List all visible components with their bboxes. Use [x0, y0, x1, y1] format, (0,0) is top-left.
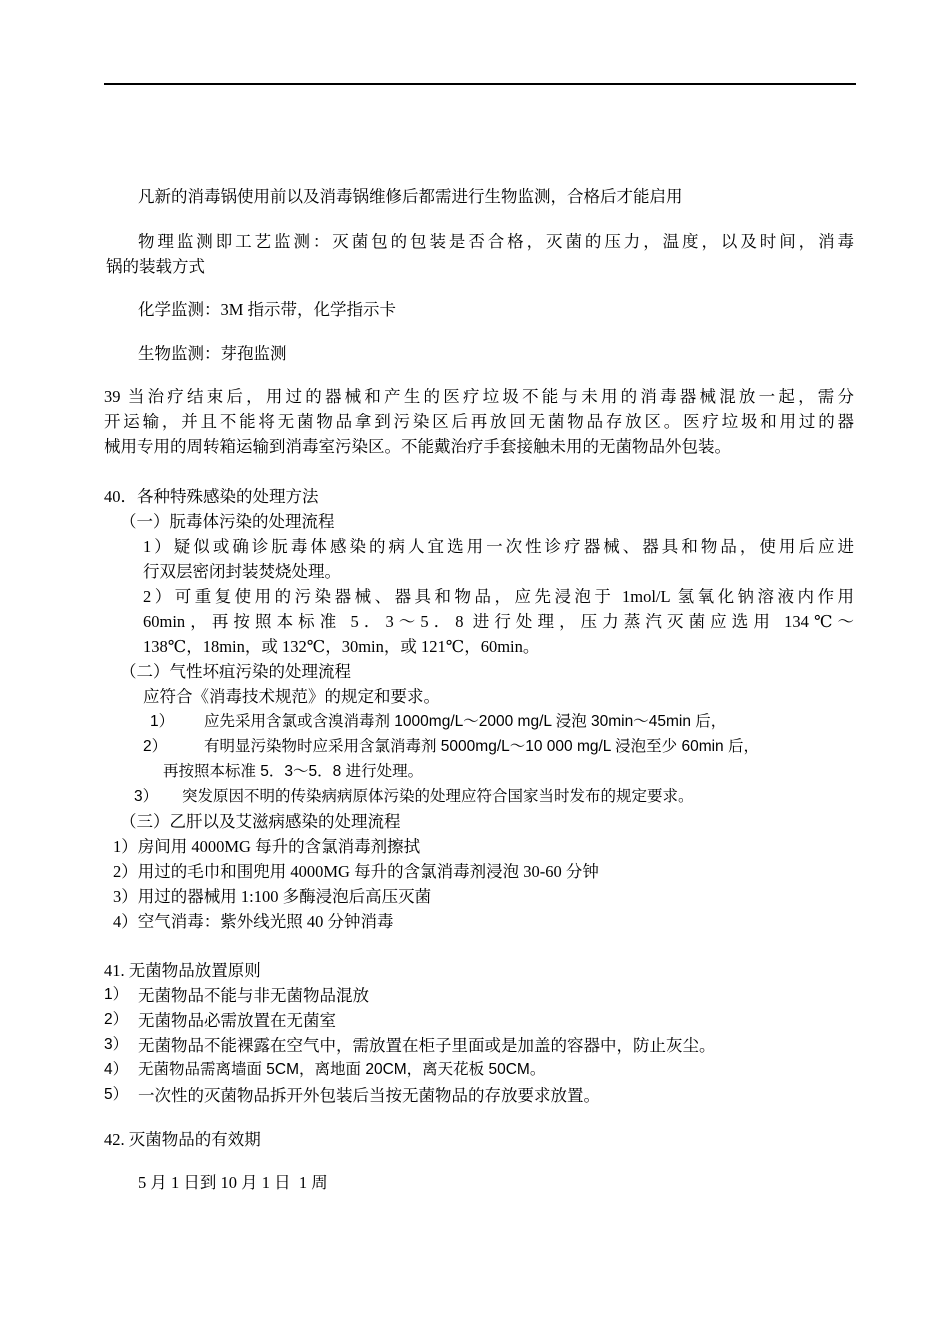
item40-section1-title: （一）朊毒体污染的处理流程 — [120, 512, 335, 531]
paragraph-new-sterilizer: 凡新的消毒锅使用前以及消毒锅维修后都需进行生物监测，合格后才能启用 — [138, 187, 683, 206]
item42-heading: 42. 灭菌物品的有效期 — [104, 1130, 261, 1149]
item40-section1-item2-line1: 2）可重复使用的污染器械、器具和物品，应先浸泡于 1mol/L 氢氧化钠溶液内作用 — [143, 587, 854, 606]
item40-section2-item3-number: 3） — [134, 788, 159, 805]
item40-section2-item2-number: 2） — [143, 738, 168, 755]
item40-section2-item1-text: 应先采用含氯或含溴消毒剂 1000mg/L～2000 mg/L 浸泡 30min～45min 后， — [204, 713, 727, 730]
item40-section2-item3-text: 突发原因不明的传染病病原体污染的处理应符合国家当时发布的规定要求。 — [182, 788, 694, 805]
item40-section2-item1-number: 1） — [150, 713, 175, 730]
item41-item-number: 3） — [104, 1036, 129, 1053]
paragraph-biological-monitoring: 生物监测：芽孢监测 — [138, 344, 287, 363]
item40-section2-title: （二）气性坏疽污染的处理流程 — [120, 662, 351, 681]
item42-validity-period: 5 月 1 日到 10 月 1 日 1 周 — [138, 1173, 328, 1192]
item40-section1-item1-line2: 行双层密闭封装焚烧处理。 — [143, 562, 341, 581]
item41-item-text: 无菌物品必需放置在无菌室 — [138, 1011, 336, 1030]
item41-item-number: 4） — [104, 1061, 129, 1078]
item39-line1: 39 当治疗结束后，用过的器械和产生的医疗垃圾不能与未用的消毒器械混放一起，需分 — [104, 387, 854, 406]
paragraph-physical-monitoring-line1: 物理监测即工艺监测：灭菌包的包装是否合格，灭菌的压力，温度，以及时间，消毒 — [138, 232, 854, 251]
item40-section3-title: （三）乙肝以及艾滋病感染的处理流程 — [120, 812, 401, 831]
item40-section2-intro: 应符合《消毒技术规范》的规定和要求。 — [143, 687, 440, 706]
item40-section2-item2-line2: 再按照本标准 5．3～5．8 进行处理。 — [163, 763, 424, 780]
item40-section3-item: 2）用过的毛巾和围兜用 4000MG 每升的含氯消毒剂浸泡 30-60 分钟 — [113, 862, 599, 881]
paragraph-physical-monitoring-line2: 锅的装载方式 — [106, 257, 205, 276]
item40-section3-item: 4）空气消毒：紫外线光照 40 分钟消毒 — [113, 912, 394, 931]
item41-item-text: 无菌物品需离墙面 5CM，离地面 20CM，离天花板 50CM。 — [138, 1061, 546, 1078]
item41-item-number: 5） — [104, 1086, 129, 1103]
item40-section2-item2-text: 有明显污染物时应采用含氯消毒剂 5000mg/L～10 000 mg/L 浸泡至少 60min 后， — [204, 738, 759, 755]
item41-item-number: 1） — [104, 986, 129, 1003]
item40-heading: 40．各种特殊感染的处理方法 — [104, 487, 319, 506]
item39-line3: 械用专用的周转箱运输到消毒室污染区。不能戴治疗手套接触未用的无菌物品外包装。 — [104, 437, 731, 456]
paragraph-chemical-monitoring: 化学监测：3M 指示带，化学指示卡 — [138, 300, 397, 319]
item41-item-text: 一次性的灭菌物品拆开外包装后当按无菌物品的存放要求放置。 — [138, 1086, 600, 1105]
item40-section1-item2-line2: 60min，再按照本标准 5．3～5．8 进行处理，压力蒸汽灭菌应选用 134℃～ — [143, 612, 854, 631]
item40-section3-item: 3）用过的器械用 1:100 多酶浸泡后高压灭菌 — [113, 887, 432, 906]
header-rule — [104, 83, 856, 85]
item41-item-number: 2） — [104, 1011, 129, 1028]
item41-heading: 41. 无菌物品放置原则 — [104, 961, 261, 980]
item40-section3-item: 1）房间用 4000MG 每升的含氯消毒剂擦拭 — [113, 837, 421, 856]
item40-section1-item2-line3: 138℃，18min，或 132℃，30min，或 121℃，60min。 — [143, 637, 540, 656]
item41-item-text: 无菌物品不能裸露在空气中，需放置在柜子里面或是加盖的容器中，防止灰尘。 — [138, 1036, 716, 1055]
item40-section1-item1-line1: 1）疑似或确诊朊毒体感染的病人宜选用一次性诊疗器械、器具和物品，使用后应进 — [143, 537, 854, 556]
item39-line2: 开运输，并且不能将无菌物品拿到污染区后再放回无菌物品存放区。医疗垃圾和用过的器 — [104, 412, 854, 431]
item41-item-text: 无菌物品不能与非无菌物品混放 — [138, 986, 369, 1005]
